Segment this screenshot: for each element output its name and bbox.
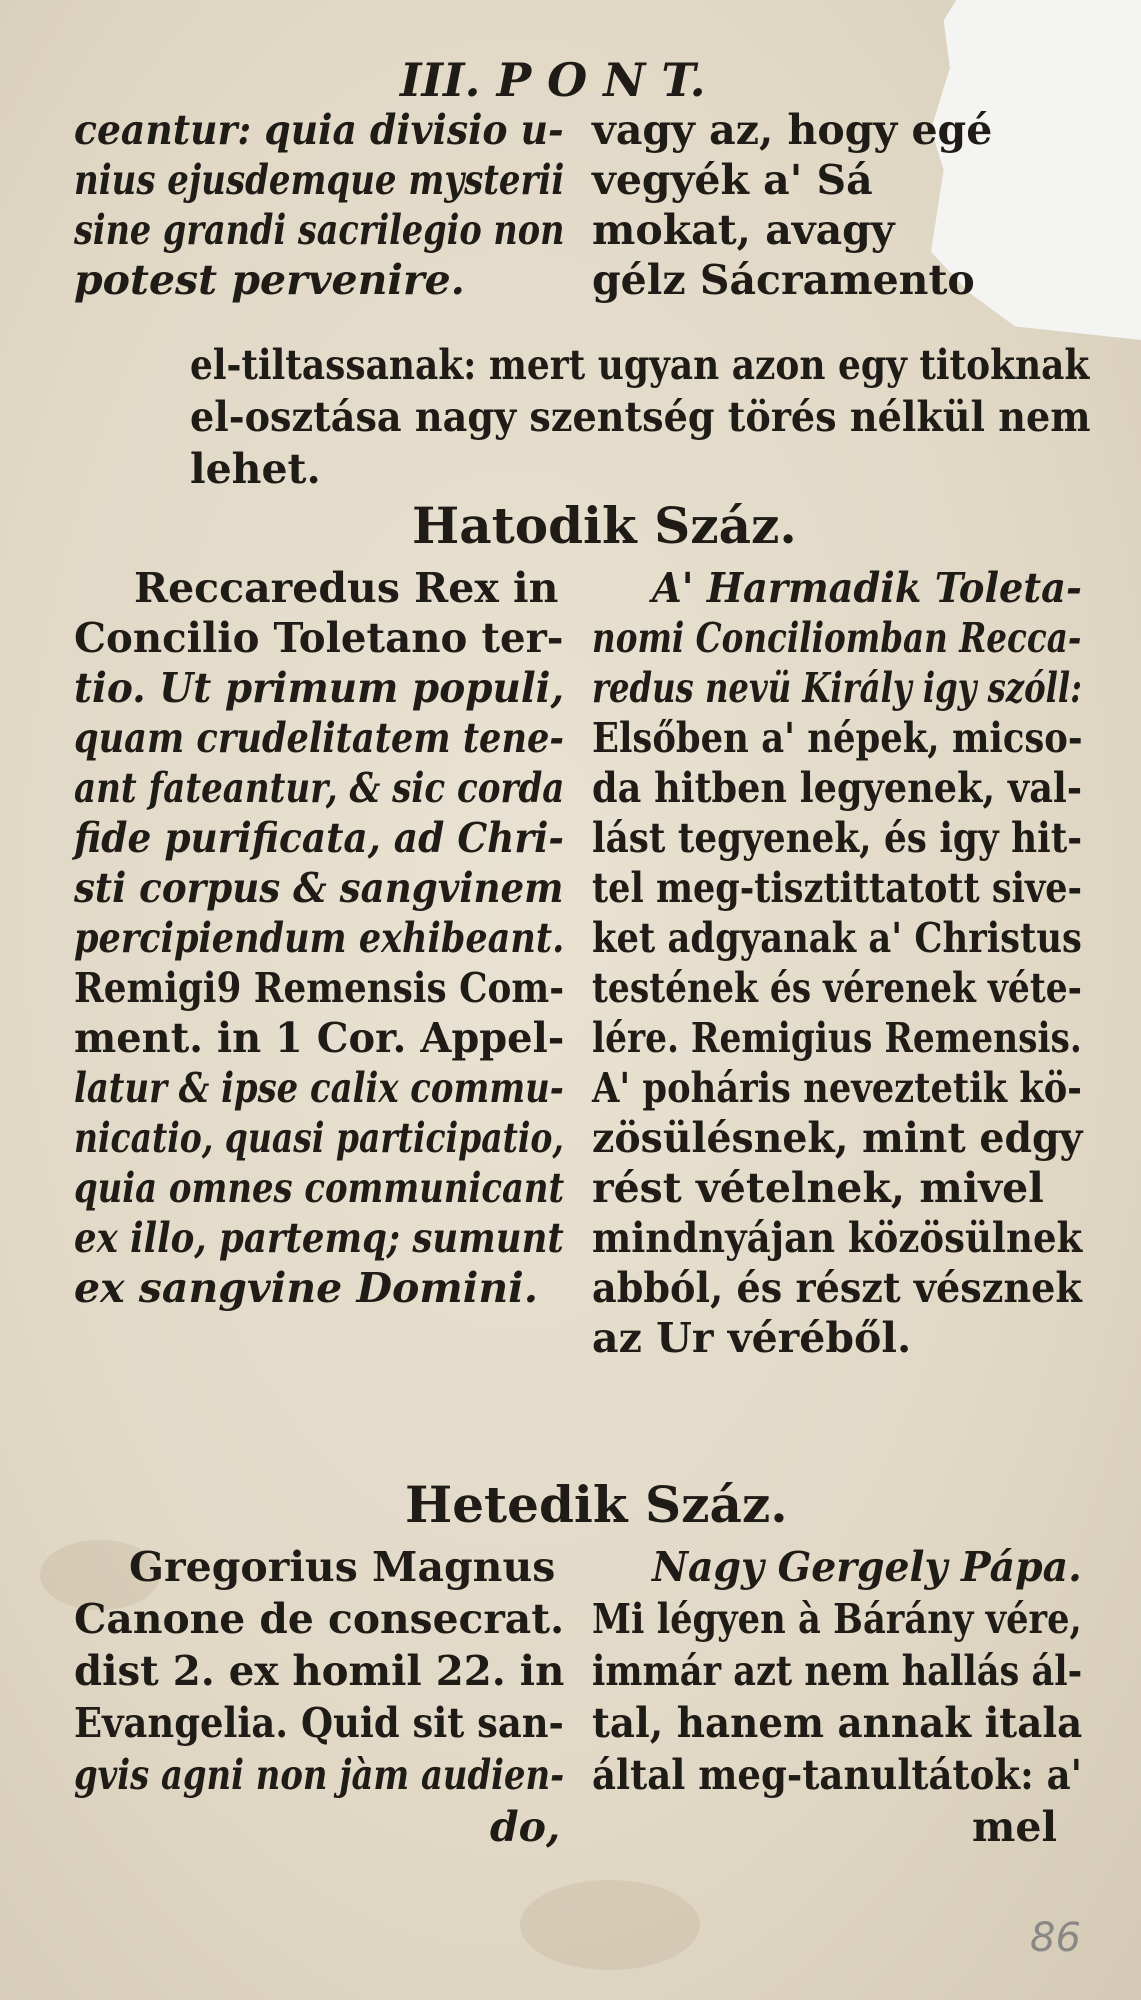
text-line: tal, hanem annak itala <box>592 1699 1083 1747</box>
text-line: ket adgyanak a' Christus <box>592 914 1082 962</box>
text-line: da hitben legyenek, val- <box>592 764 1083 812</box>
text-line: do, <box>490 1803 561 1851</box>
text-line: A' Harmadik Toleta- <box>652 564 1082 612</box>
text-line: mel <box>972 1803 1058 1851</box>
text-line: potest pervenire. <box>74 256 465 304</box>
text-line: az Ur véréből. <box>592 1314 912 1362</box>
full-width-line: el-tiltassanak: mert ugyan azon egy titoknak <box>190 341 1090 389</box>
text-line: mokat, avagy <box>592 206 895 254</box>
text-line: ceantur: quia divisio u- <box>74 106 564 154</box>
text-line: nomi Conciliomban Recca- <box>592 614 1082 662</box>
text-line: ex illo, partemq; sumunt <box>74 1214 564 1262</box>
text-line: Reccaredus Rex in <box>134 564 559 612</box>
text-line: percipiendum exhibeant. <box>74 914 565 962</box>
text-line: quam crudelitatem tene- <box>74 714 565 762</box>
text-line: quia omnes communicant <box>74 1164 565 1212</box>
text-line: redus nevü Király igy szóll: <box>592 664 1083 712</box>
text-line: testének és vérenek véte- <box>592 964 1082 1012</box>
text-line: A' poháris neveztetik kö- <box>592 1064 1082 1112</box>
text-line: dist 2. ex homil 22. in <box>74 1647 565 1695</box>
text-line: rést vételnek, mivel <box>592 1164 1044 1212</box>
text-line: által meg-tanultátok: a' <box>592 1751 1083 1799</box>
text-line: ment. in 1 Cor. Appel- <box>74 1014 565 1062</box>
text-line: Elsőben a' népek, micso- <box>592 714 1083 762</box>
text-line: Nagy Gergely Pápa. <box>652 1543 1082 1591</box>
full-width-line: lehet. <box>190 445 321 493</box>
text-line: sine grandi sacrilegio non <box>74 206 565 254</box>
text-line: latur & ipse calix commu- <box>74 1064 564 1112</box>
text-line: Canone de consecrat. <box>74 1595 565 1643</box>
text-line: abból, és részt vésznek <box>592 1264 1082 1312</box>
text-line: gélz Sácramento <box>592 256 975 304</box>
text-line: ant fateantur, & sic corda <box>74 764 565 812</box>
text-line: vegyék a' Sá <box>592 156 873 204</box>
text-line: tio. Ut primum populi, <box>74 664 565 712</box>
text-line: nicatio, quasi participatio, <box>74 1114 564 1162</box>
text-line: mindnyájan közösülnek <box>592 1214 1083 1262</box>
text-line: immár azt nem hallás ál- <box>592 1647 1083 1695</box>
text-line: gvis agni non jàm audien- <box>74 1751 565 1799</box>
text-line: Concilio Toletano ter- <box>74 614 564 662</box>
section-heading: Hatodik Száz. <box>412 496 797 555</box>
text-line: ex sangvine Domini. <box>74 1264 539 1312</box>
text-line: Evangelia. Quid sit san- <box>74 1699 564 1747</box>
stain <box>520 1880 700 1970</box>
text-line: Gregorius Magnus <box>129 1543 556 1591</box>
text-line: zösülésnek, mint edgy <box>592 1114 1083 1162</box>
text-line: Remigi9 Remensis Com- <box>74 964 565 1012</box>
full-width-line: el-osztása nagy szentség törés nélkül nem <box>190 393 1091 441</box>
running-head: III. P O N T. <box>400 53 706 107</box>
text-line: vagy az, hogy egé <box>592 106 993 154</box>
text-line: sti corpus & sangvinem <box>74 864 564 912</box>
text-line: lére. Remigius Remensis. <box>592 1014 1082 1062</box>
text-line: Mi légyen à Bárány vére, <box>592 1595 1082 1643</box>
text-line: nius ejusdemque mysterii <box>74 156 565 204</box>
section-heading: Hetedik Száz. <box>405 1475 788 1534</box>
text-line: fide purificata, ad Chri- <box>74 814 564 862</box>
text-line: tel meg-tisztittatott sive- <box>592 864 1083 912</box>
text-line: lást tegyenek, és igy hit- <box>592 814 1083 862</box>
folio-number: 86 <box>1030 1915 1081 1961</box>
